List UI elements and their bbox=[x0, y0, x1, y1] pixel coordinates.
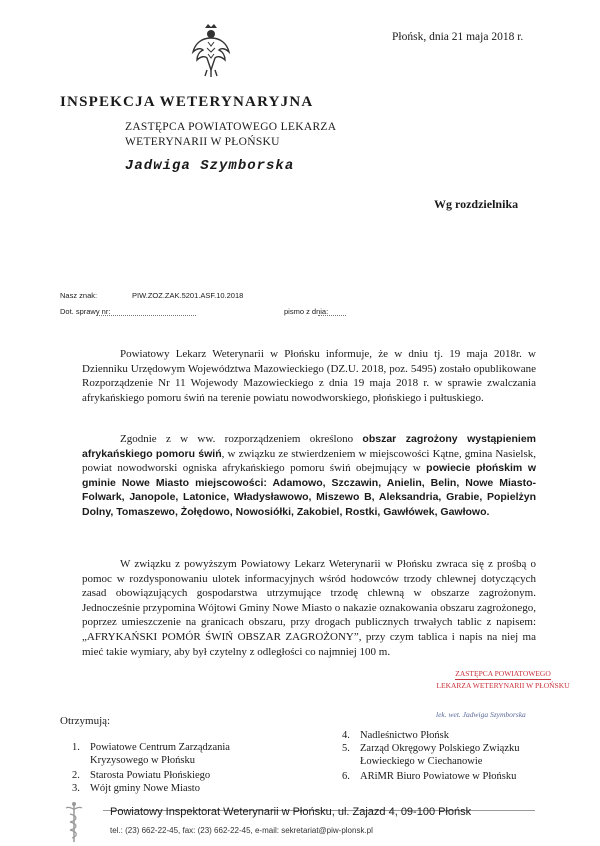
item-number: 3. bbox=[72, 783, 80, 794]
reference-label: Nasz znak: bbox=[60, 291, 98, 300]
stamp-line-1: ZASTĘPCA POWIATOWEGO bbox=[455, 669, 551, 678]
item-text: Kryzysowego w Płońsku bbox=[90, 755, 195, 766]
letter-date-label: pismo z dnia: bbox=[284, 307, 329, 316]
item-number: 2. bbox=[72, 770, 80, 781]
item-number: 4. bbox=[342, 730, 350, 741]
affected-localities: powiecie płońskim w gminie Nowe Miasto miejscowości: Adamowo, Szczawin, Anielin, Belin, Nowe Miasto-Folwark, Janopole, Latonice, Władysławowo, Miszewo B, Aleksandria, Grabie, Popielżyn Dolny, Tomaszewo, Żołędowo, Nowosiółki, Zakobiel, Rostki, Gawłówek, Gawłowo. bbox=[82, 462, 536, 518]
case-number-label: Dot. sprawy nr: bbox=[60, 307, 111, 316]
paragraph-2 bbox=[82, 432, 536, 520]
paragraph-1 bbox=[82, 347, 536, 405]
item-text: Zarząd Okręgowy Polskiego Związku bbox=[360, 743, 520, 754]
letter-date: Płońsk, dnia 21 maja 2018 r. bbox=[392, 31, 524, 43]
footer-contact: tel.: (23) 662-22-45, fax: (23) 662-22-45, e-mail: sekretariat@piw-plonsk.pl bbox=[110, 826, 373, 835]
caduceus-logo-icon bbox=[62, 800, 86, 844]
letter-date-field bbox=[318, 315, 346, 316]
item-text: Powiatowe Centrum Zarządzania bbox=[90, 742, 230, 753]
item-number: 5. bbox=[342, 743, 350, 754]
item-text: Łowieckiego w Ciechanowie bbox=[360, 756, 483, 767]
stamp-line-2: LEKARZA WETERYNARII W PŁOŃSKU bbox=[436, 681, 570, 690]
item-text: ARiMR Biuro Powiatowe w Płońsku bbox=[360, 771, 517, 782]
paragraph-2-intro: Zgodnie z w ww. rozporządzeniem określono bbox=[120, 433, 363, 445]
footer-address: Powiatowy Inspektorat Weterynarii w Płońsku, ul. Zajazd 4, 09-100 Płońsk bbox=[110, 806, 472, 818]
item-text: Wójt gminy Nowe Miasto bbox=[90, 783, 200, 794]
paragraph-3-text: W związku z powyższym Powiatowy Lekarz Weterynarii w Płońsku zwraca się z prośbą o pomoc w rozdysponowaniu ulotek informacyjnych wśród hodowców trzody chlewnej dotyczących zasad obowiązujących gospodarstwa utrzymujące trzodę chlewną w obszarze zagrożonym. Jednocześnie przypomina Wójtowi Gminy Nowe Miasto o nakazie oznakowania obszaru zagrożonego, poprzez umieszczenie na granicach obszaru, przy drogach publicznych trwałych tablic z napisem: „AFRYKAŃSKI POMÓR ŚWIŃ OBSZAR ZAGROŻONY”, przy czym tablica i napis na niej ma mieć takie wymiary, aby był czytelny z odległości co najmniej 100 m. bbox=[82, 558, 537, 658]
institution-name: INSPEKCJA WETERYNARYJNA bbox=[60, 94, 314, 110]
item-text: Nadleśnictwo Płońsk bbox=[360, 730, 449, 741]
threat-zone-phrase: obszar zagrożony wystąpieniem afrykańskiego pomoru świń bbox=[82, 433, 536, 460]
signature: lek. wet. Jadwiga Szymborska bbox=[436, 710, 526, 719]
item-number: 1. bbox=[72, 742, 80, 753]
paragraph-2-middle: , w związku ze stwierdzeniem w miejscowości Kątne, gmina Nasielsk, powiat nowodworski ogniska afrykańskiego pomoru świń obejmujący w bbox=[82, 447, 536, 475]
official-name: Jadwiga Szymborska bbox=[125, 158, 295, 174]
polish-eagle-emblem bbox=[191, 22, 231, 78]
item-text: Starosta Powiatu Płońskiego bbox=[90, 770, 211, 781]
case-number-field bbox=[96, 315, 196, 316]
paragraph-1-text: Powiatowy Lekarz Weterynarii w Płońsku informuje, że w dniu tj. 19 maja 2018r. w Dzienniku Urzędowym Województwa Mazowieckiego (DZ.U. 2018, poz. 5495) zostało opublikowane Rozporządzenie Nr 11 Wojewody Mazowieckiego z dnia 19 maja 2018 r. w sprawie zwalczania afrykańskiego pomoru świń na terenie powiatu nowodworskiego, płońskiego i pułtuskiego. bbox=[82, 348, 536, 404]
item-number: 6. bbox=[342, 771, 350, 782]
recipient-line: Wg rozdzielnika bbox=[434, 197, 519, 211]
official-stamp bbox=[423, 668, 583, 691]
distribution-title: Otrzymują: bbox=[60, 715, 111, 727]
department-line-2: WETERYNARII W PŁOŃSKU bbox=[125, 136, 280, 148]
department-line-1: ZASTĘPCA POWIATOWEGO LEKARZA bbox=[125, 121, 337, 133]
reference-number: PIW.ZOZ.ZAK.5201.ASF.10.2018 bbox=[132, 291, 244, 300]
paragraph-3 bbox=[82, 557, 536, 659]
